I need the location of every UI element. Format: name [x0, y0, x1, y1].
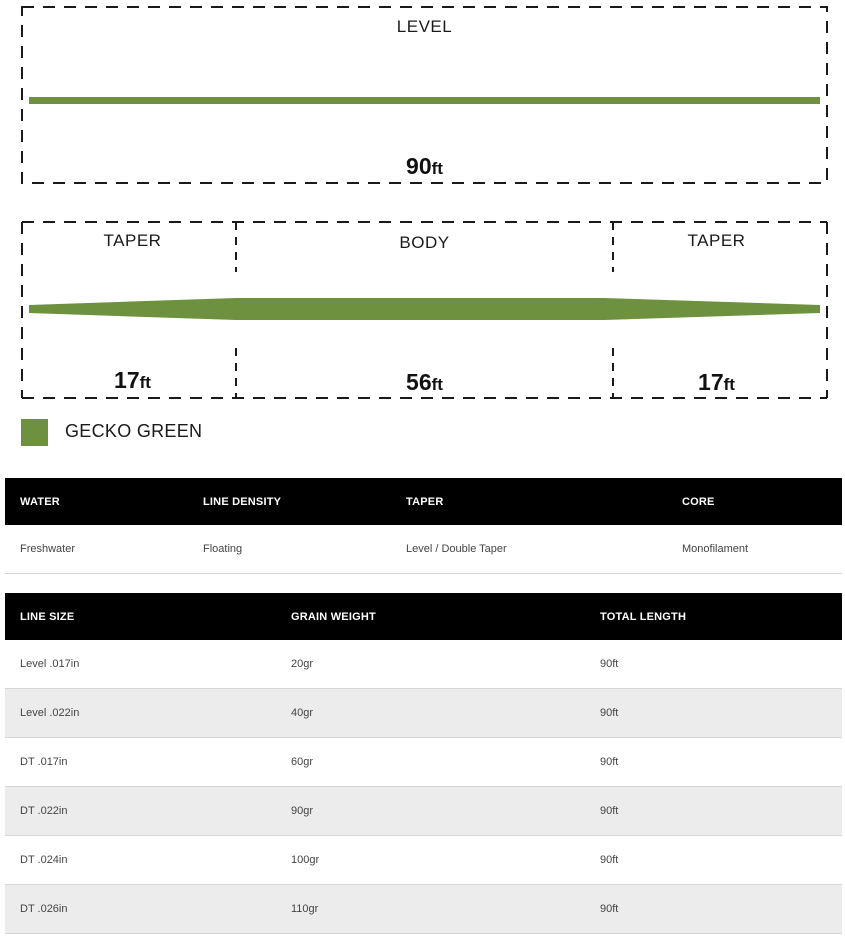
- cell-total-length: 90ft: [585, 885, 842, 934]
- cell-grain-weight: 110gr: [276, 885, 585, 934]
- cell-line-size: Level .022in: [5, 689, 276, 738]
- table-row: [5, 885, 842, 934]
- table-row: [5, 525, 842, 574]
- table-row: [5, 787, 842, 836]
- header-taper: TAPER: [391, 478, 667, 525]
- color-swatch: [21, 419, 48, 446]
- header-line-size: LINE SIZE: [5, 593, 276, 640]
- table-row: [5, 836, 842, 885]
- cell-line-size: DT .024in: [5, 836, 276, 885]
- color-name-label: GECKO GREEN: [65, 421, 203, 441]
- cell-total-length: 90ft: [585, 738, 842, 787]
- table-row: [5, 689, 842, 738]
- table-row: [5, 738, 842, 787]
- level-title: LEVEL: [396, 17, 453, 36]
- level-length: 90ft: [406, 153, 443, 179]
- body-length: 56ft: [406, 369, 443, 395]
- cell-line-size: DT .017in: [5, 738, 276, 787]
- specs-header-row: [5, 478, 842, 525]
- body-label: BODY: [399, 233, 450, 252]
- header-total-length: TOTAL LENGTH: [585, 593, 842, 640]
- cell-core: Monofilament: [667, 525, 842, 574]
- header-grain-weight: GRAIN WEIGHT: [276, 593, 585, 640]
- cell-grain-weight: 20gr: [276, 640, 585, 689]
- header-water: WATER: [5, 478, 188, 525]
- level-line-shape: [29, 97, 820, 104]
- cell-grain-weight: 90gr: [276, 787, 585, 836]
- cell-taper: Level / Double Taper: [391, 525, 667, 574]
- taper-right-label: TAPER: [687, 231, 746, 250]
- header-core: CORE: [667, 478, 842, 525]
- specs-table: [5, 478, 842, 574]
- cell-grain-weight: 60gr: [276, 738, 585, 787]
- table-row: [5, 640, 842, 689]
- cell-line-size: DT .026in: [5, 885, 276, 934]
- sizes-header-row: [5, 593, 842, 640]
- cell-line-size: Level .017in: [5, 640, 276, 689]
- cell-water: Freshwater: [5, 525, 188, 574]
- taper-left-label: TAPER: [103, 231, 162, 250]
- cell-grain-weight: 100gr: [276, 836, 585, 885]
- cell-line-density: Floating: [188, 525, 391, 574]
- cell-total-length: 90ft: [585, 836, 842, 885]
- taper-right-length: 17ft: [698, 369, 735, 395]
- double-taper-line-shape: [29, 298, 820, 320]
- cell-total-length: 90ft: [585, 689, 842, 738]
- cell-grain-weight: 40gr: [276, 689, 585, 738]
- taper-left-length: 17ft: [114, 367, 151, 393]
- sizes-table: [5, 593, 842, 934]
- header-line-density: LINE DENSITY: [188, 478, 391, 525]
- cell-total-length: 90ft: [585, 787, 842, 836]
- cell-total-length: 90ft: [585, 640, 842, 689]
- cell-line-size: DT .022in: [5, 787, 276, 836]
